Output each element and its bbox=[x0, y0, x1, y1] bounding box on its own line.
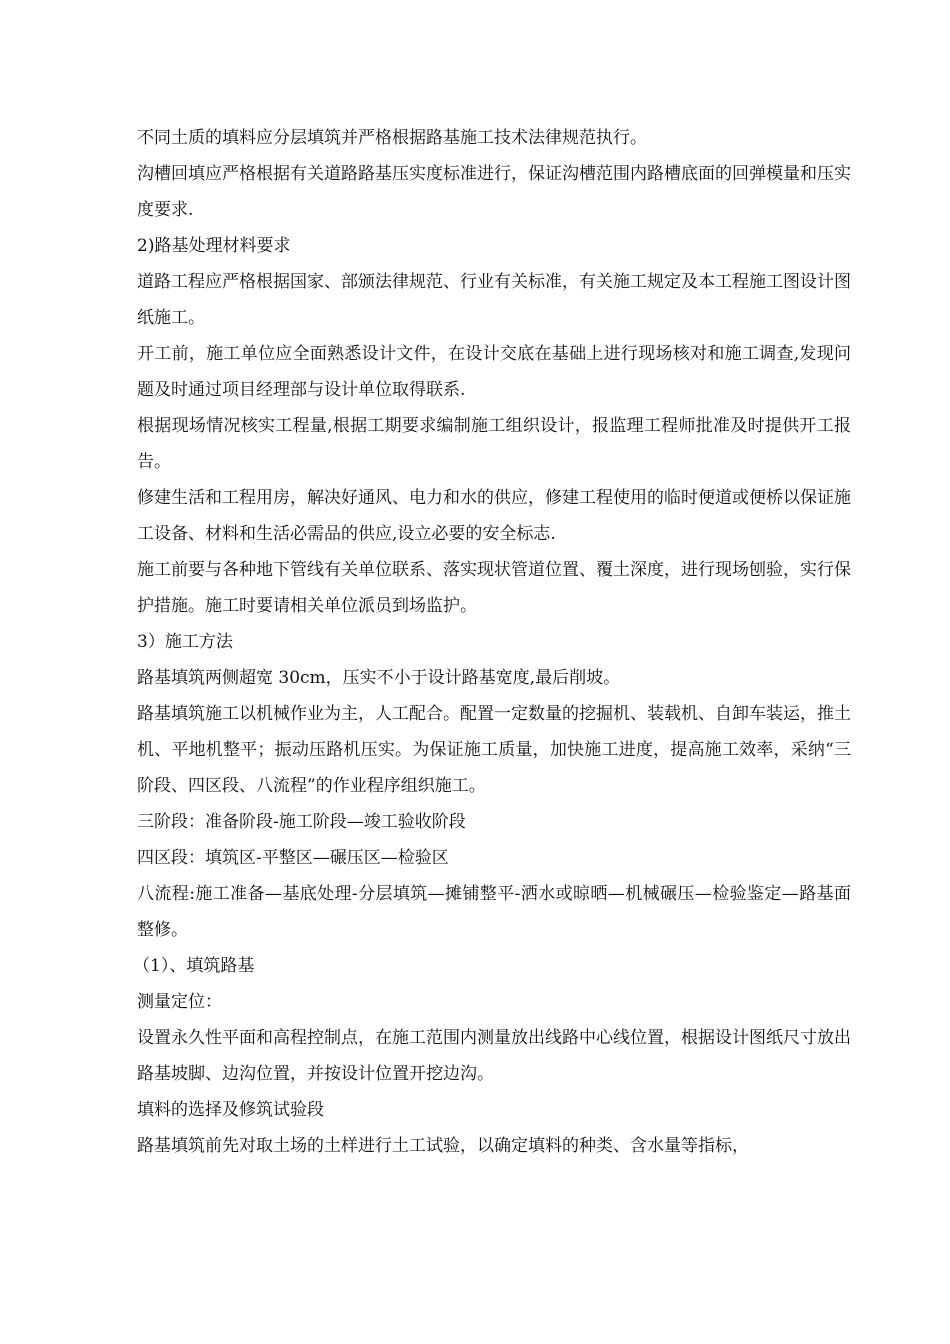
document-body bbox=[133, 120, 851, 1164]
paragraph: 测量定位： bbox=[137, 992, 222, 1012]
paragraph: 修建生活和工程用房，解决好通风、电力和水的供应，修建工程使用的临时便道或便桥以保证施工设备、材料和生活必需品的供应,设立必要的安全标志. bbox=[137, 488, 851, 544]
paragraph: 四区段：填筑区-平整区—碾压区—检验区 bbox=[137, 848, 449, 868]
paragraph: 路基填筑前先对取土场的土样进行土工试验，以确定填料的种类、含水量等指标， bbox=[137, 1136, 749, 1156]
paragraph: 开工前，施工单位应全面熟悉设计文件，在设计交底在基础上进行现场核对和施工调查,发现问题及时通过项目经理部与设计单位取得联系. bbox=[137, 344, 851, 400]
paragraph: 填料的选择及修筑试验段 bbox=[137, 1100, 324, 1120]
paragraph: 设置永久性平面和高程控制点，在施工范围内测量放出线路中心线位置，根据设计图纸尺寸放出路基坡脚、边沟位置，并按设计位置开挖边沟。 bbox=[137, 1028, 851, 1084]
paragraph: 道路工程应严格根据国家、部颁法律规范、行业有关标准，有关施工规定及本工程施工图设计图纸施工。 bbox=[137, 272, 851, 328]
paragraph: 施工前要与各种地下管线有关单位联系、落实现状管道位置、覆土深度，进行现场刨验，实行保护措施。施工时要请相关单位派员到场监护。 bbox=[137, 560, 851, 616]
paragraph: 不同土质的填料应分层填筑并严格根据路基施工技术法律规范执行。 bbox=[137, 128, 647, 148]
paragraph: 路基填筑施工以机械作业为主，人工配合。配置一定数量的挖掘机、装载机、自卸车装运，推土机、平地机整平；振动压路机压实。为保证施工质量，加快施工进度，提高施工效率，采纳“三阶段、四区段、八流程”的作业程序组织施工。 bbox=[137, 704, 851, 796]
paragraph: 八流程:施工准备—基底处理-分层填筑—摊铺整平-洒水或晾晒—机械碾压—检验鉴定—路基面整修。 bbox=[137, 884, 851, 940]
section-heading: 3）施工方法 bbox=[137, 632, 233, 652]
paragraph: 路基填筑两侧超宽 30cm，压实不小于设计路基宽度,最后削坡。 bbox=[137, 668, 621, 688]
subsection-heading: （1）、填筑路基 bbox=[133, 956, 255, 976]
paragraph: 三阶段：准备阶段-施工阶段—竣工验收阶段 bbox=[137, 812, 466, 832]
paragraph: 根据现场情况核实工程量,根据工期要求编制施工组织设计，报监理工程师批准及时提供开工报告。 bbox=[137, 416, 851, 472]
section-heading: 2)路基处理材料要求 bbox=[137, 236, 291, 256]
paragraph: 沟槽回填应严格根据有关道路路基压实度标准进行，保证沟槽范围内路槽底面的回弹模量和压实度要求. bbox=[137, 164, 851, 220]
